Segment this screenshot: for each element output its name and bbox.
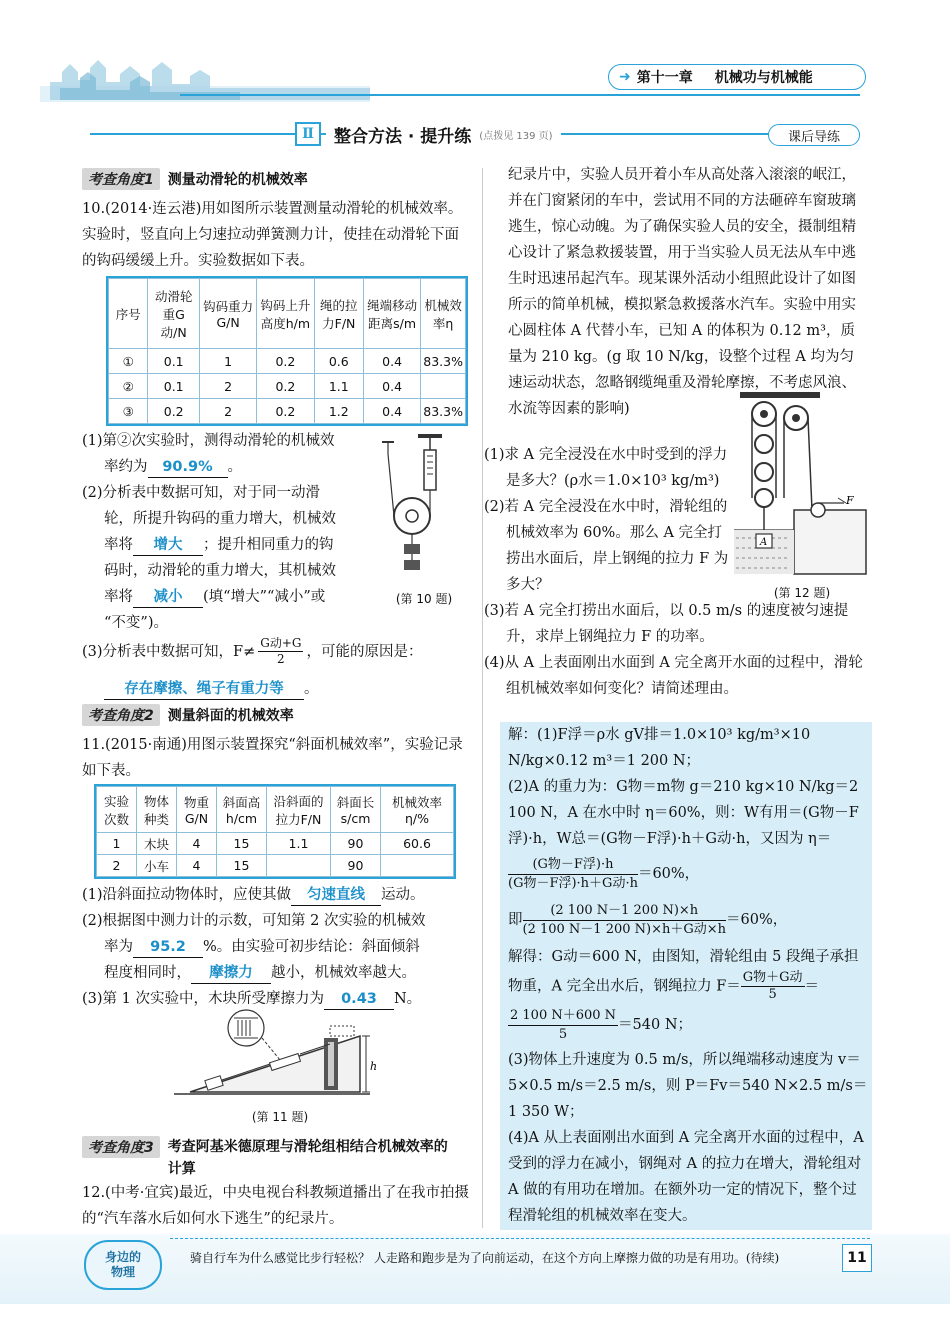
q11-2-line-a: (2)根据图中测力计的示数，可知第 2 次实验的机械效 — [82, 913, 426, 929]
solution-step-4: (3)物体上升速度为 0.5 m/s，所以绳端移动速度为 v＝5×0.5 m/s＝2.5 m/s，则 P＝Fv＝540 N×2.5 m/s＝1 350 W； — [508, 1052, 868, 1120]
q11-2-text: 率为 — [104, 939, 133, 955]
table-header-cell: 机械效率η — [421, 279, 466, 349]
table-cell: 60.6 — [381, 833, 454, 855]
q11-2-text: 程度相同时， — [104, 965, 191, 981]
q10-2-line-e: 码时，动滑轮的重力增大，其机械效 — [104, 563, 336, 579]
fraction-denominator: 2 — [277, 652, 285, 666]
table-cell — [267, 855, 331, 877]
table-cell: ③ — [109, 399, 148, 424]
q10-1-line-a: (1)第②次实验时，测得动滑轮的机械效 — [82, 433, 335, 449]
q11-2-text: 越小，机械效率越大。 — [271, 965, 416, 981]
table-cell: 0.1 — [148, 349, 200, 374]
q10-3-answer-line: 存在摩擦、绳子有重力等 。 — [104, 676, 444, 702]
chapter-title: 机械功与机械能 — [714, 70, 813, 86]
q11-2-line-b — [82, 934, 472, 960]
table-header-cell: 钩码上升高度h/m — [257, 279, 314, 349]
table-header-cell: 绳端移动距离s/m — [363, 279, 420, 349]
angle1-heading — [82, 168, 308, 190]
table-cell: 15 — [217, 855, 267, 877]
table-cell: ① — [109, 349, 148, 374]
q11-1-text: (1)沿斜面拉动物体时，应使其做 — [82, 887, 292, 903]
table-cell: 90 — [331, 833, 381, 855]
figure-11 — [170, 1008, 390, 1118]
q11-2-answer-2: 摩擦力 — [191, 963, 271, 984]
table-row — [97, 855, 454, 877]
table-cell: 0.4 — [363, 374, 420, 399]
footer-rule — [170, 1238, 870, 1239]
table-cell: 0.4 — [363, 399, 420, 424]
column-divider — [482, 168, 483, 1228]
fraction-numerator: G动+G — [260, 636, 302, 650]
q11-1 — [82, 882, 472, 908]
solution-formula-4 — [508, 1003, 868, 1047]
table-cell: 0.2 — [257, 399, 314, 424]
section-mark: Ⅱ — [302, 126, 314, 142]
chapter-number: 第十一章 — [636, 70, 693, 86]
section-banner — [90, 122, 860, 146]
q10-3 — [82, 636, 472, 667]
table-cell: ② — [109, 374, 148, 399]
table-header-cell: 动滑轮重G动/N — [148, 279, 200, 349]
solution-content — [508, 722, 868, 1229]
q10-table — [108, 278, 466, 424]
figure-10 — [380, 430, 470, 580]
table-header-row — [109, 279, 466, 349]
q10-2-answer-1: 增大 — [133, 535, 203, 556]
formula-tail: ＝60%， — [726, 912, 788, 928]
solution-step-5: (4)A 从上表面刚出水面到 A 完全离开水面的过程中，A 受到的浮力在减小，钢绳对 A 的拉力在增大，滑轮组对 A 做的有用功在增加。在额外功一定的情况下，整个过程滑轮组的机械效率在变大。 — [508, 1130, 864, 1224]
table-header-cell: 实验次数 — [97, 787, 137, 833]
q10-2-line-c — [82, 532, 372, 558]
section-ref: (点拨见 139 页) — [479, 130, 553, 142]
q10-2-line-a: (2)分析表中数据可知，对于同一动滑 — [82, 485, 321, 501]
table-cell: 0.2 — [148, 399, 200, 424]
q12-intro: 12.(中考·宜宾)最近，中央电视台科教频道播出了在我市拍摄的“汽车落水后如何水下逃生”的纪录片。 — [82, 1185, 469, 1227]
table-cell: 2 — [199, 399, 256, 424]
table-header-cell: 机械效率η/% — [381, 787, 454, 833]
q10-2-line-f — [82, 584, 372, 610]
q11-3-text: (3)第 1 次实验中，木块所受摩擦力为 — [82, 991, 324, 1007]
q10-table-box — [106, 276, 468, 426]
solution-formula-1 — [508, 852, 868, 896]
solution-step-3 — [508, 944, 868, 1003]
table-header-cell: 钩码重力G/N — [199, 279, 256, 349]
q10-3-fraction — [258, 636, 303, 667]
table-cell: 2 — [199, 374, 256, 399]
q10-2-text: (填“增大”“减小”或 — [203, 589, 326, 605]
page-number: 11 — [847, 1250, 867, 1266]
formula-tail: ＝540 N； — [618, 1017, 693, 1033]
q12-paragraph: 纪录片中，实验人员开着小车从高处落入滚滚的岷江，并在门窗紧闭的车中，尝试用不同的方法砸碎车窗玻璃逃生，惊心动魄。为了确保实验人员的安全，摄制组精心设计了紧急救援装置，用于当实验人员无法从车中逃生时迅速吊起汽车。现某课外活动小组照此设计了如图所示的简单机械，模拟紧急救援落水汽车。实验中用实心圆柱体 A 代替小车，已知 A 的体积为 0.12 m³，质量为 210 kg。(g 取 10 N/kg，设整个过程 A 均为匀速运动状态，忽略钢缆绳重及滑轮摩擦，不考虑风浪、水流等因素的影响) — [508, 167, 856, 417]
formula-prefix: 即 — [508, 912, 523, 928]
badge-label: 课后导练 — [787, 129, 840, 145]
angle2-title: 测量斜面的机械效率 — [167, 708, 294, 724]
q11-subquestions — [82, 882, 472, 1012]
angle3-tag: 考查角度3 — [82, 1136, 160, 1158]
angle3-title: 考查阿基米德原理与滑轮组相结合机械效率的计算 — [167, 1139, 448, 1177]
q10-2-line-h: “不变”)。 — [104, 615, 168, 631]
table-header-cell: 斜面长s/cm — [331, 787, 381, 833]
table-cell: 0.2 — [257, 349, 314, 374]
table-header-cell: 斜面高h/cm — [217, 787, 267, 833]
q11-2-text: %。由实验可初步结论：斜面倾斜 — [203, 939, 420, 955]
fraction-numerator: 2 100 N＋600 N — [508, 1007, 618, 1026]
footer-text: 骑自行车为什么感觉比步行轻松？ 人走路和跑步是为了向前运动，在这个方向上摩擦力做的功是有用功。(待续) — [190, 1251, 780, 1265]
table-row — [97, 833, 454, 855]
figure-10-caption: (第 10 题) — [395, 592, 453, 606]
table-cell: 1.1 — [314, 374, 363, 399]
table-header-cell: 绳的拉力F/N — [314, 279, 363, 349]
table-row — [109, 374, 466, 399]
table-row — [109, 399, 466, 424]
q11-3-answer: 0.43 — [324, 989, 394, 1010]
q12-3: (3)若 A 完全打捞出水面后，以 0.5 m/s 的速度被匀速提升，求岸上钢绳拉力 F 的功率。 — [484, 603, 849, 645]
q11-3-text: N。 — [393, 991, 422, 1007]
table-cell: 0.4 — [363, 349, 420, 374]
table-cell: 1 — [97, 833, 137, 855]
fraction-denominator: (G物－F浮)·h＋G动·h — [508, 875, 638, 891]
solution-text: 解得：G动＝600 N，由图知，滑轮组由 5 段绳子承担物重，A 完全出水后，钢绳拉力 F＝ — [508, 949, 859, 995]
table-cell — [381, 855, 454, 877]
q12-2: (2)若 A 完全浸没在水中时，滑轮组的机械效率为 60%。那么 A 完全打捞出水面后，岸上钢绳的拉力 F 为多大？ — [484, 499, 729, 593]
logo-line-2: 物理 — [110, 1265, 135, 1279]
figure-12-caption: (第 12 题) — [773, 586, 831, 600]
figure-12-F-label: F — [846, 494, 854, 507]
formula-tail: ＝ — [804, 978, 820, 995]
table-cell: 0.6 — [314, 349, 363, 374]
q10-2-text: 率将 — [104, 589, 133, 605]
table-cell: 15 — [217, 833, 267, 855]
fraction-denominator: (2 100 N－1 200 N)×h＋G动×h — [522, 921, 727, 937]
q10-1-text: 率约为 — [104, 459, 148, 475]
table-cell: 0.2 — [257, 374, 314, 399]
q11-intro: 11.(2015·南通)用图示装置探究“斜面机械效率”，实验记录如下表。 — [82, 737, 463, 779]
q11-1-text: 运动。 — [381, 887, 425, 903]
angle3-heading — [82, 1136, 458, 1180]
q10-3-text: (3)分析表中数据可知，F≠ — [82, 643, 256, 660]
table-header-row — [97, 787, 454, 833]
table-cell: 83.3% — [421, 349, 466, 374]
q10-1-line-b: 率约为 90.9% 。 — [82, 454, 372, 480]
q10-1-answer: 90.9% — [148, 457, 228, 478]
table-cell: 4 — [177, 833, 217, 855]
q12-1: (1)求 A 完全浸没在水中时受到的浮力是多大？(ρ水＝1.0×10³ kg/m³) — [484, 447, 728, 489]
q10-subquestions — [82, 428, 372, 636]
q10-2-line-b: 轮，所提升钩码的重力增大，机械效 — [104, 511, 336, 527]
table-cell — [421, 374, 466, 399]
angle2-tag: 考查角度2 — [82, 704, 160, 726]
q10-intro: 10.(2014·连云港)用如图所示装置测量动滑轮的机械效率。实验时，竖直向上匀速拉动弹簧测力计，使挂在动滑轮下面的钩码缓缓上升。实验数据如下表。 — [82, 201, 463, 269]
table-cell: 1.2 — [314, 399, 363, 424]
figure-12-A-label: A — [760, 537, 768, 548]
table-cell: 83.3% — [421, 399, 466, 424]
header-skyline — [40, 42, 370, 102]
table-cell: 木块 — [137, 833, 177, 855]
angle2-heading — [82, 704, 294, 726]
table-cell: 1.1 — [267, 833, 331, 855]
figure-11-h-label: h — [370, 1060, 378, 1073]
table-cell: 0.1 — [148, 374, 200, 399]
figure-11-caption: (第 11 题) — [251, 1110, 309, 1124]
fraction-numerator: (2 100 N－1 200 N)×h — [523, 902, 727, 921]
solution-step-1: 解：(1)F浮＝ρ水 gV排＝1.0×10³ kg/m³×10 N/kg×0.12 m³＝1 200 N； — [508, 727, 811, 769]
table-cell: 2 — [97, 855, 137, 877]
q11-table — [96, 786, 454, 877]
table-cell: 90 — [331, 855, 381, 877]
q11-2-answer-1: 95.2 — [133, 937, 203, 958]
q10-3-answer: 存在摩擦、绳子有重力等 — [104, 679, 304, 700]
q10-2-text: 率将 — [104, 537, 133, 553]
q11-1-answer: 匀速直线 — [291, 885, 381, 906]
q11-2-line-d — [82, 960, 472, 986]
q10-2-text: ；提升相同重力的钩 — [203, 537, 334, 553]
q12-4: (4)从 A 上表面刚出水面到 A 完全离开水面的过程中，滑轮组机械效率如何变化？请简述理由。 — [484, 655, 863, 697]
page-number-box — [842, 1244, 872, 1272]
table-header-cell: 物重G/N — [177, 787, 217, 833]
table-cell: 4 — [177, 855, 217, 877]
table-cell: 小车 — [137, 855, 177, 877]
table-header-cell: 序号 — [109, 279, 148, 349]
solution-step-2: (2)A 的重力为：G物＝m物 g＝210 kg×10 N/kg＝2 100 N，A 在水中时 η＝60%，则：W有用＝(G物－F浮)·h，W总＝(G物－F浮)·h＋G动·h，又因为 η＝ — [508, 779, 859, 847]
solution-formula-2 — [508, 896, 868, 944]
fraction-denominator: 5 — [768, 987, 777, 1002]
table-cell: 1 — [199, 349, 256, 374]
table-row — [109, 349, 466, 374]
angle1-title: 测量动滑轮的机械效率 — [167, 172, 308, 188]
q11-table-box — [94, 784, 456, 879]
afterclass-badge — [768, 124, 860, 146]
footer-logo — [84, 1240, 162, 1290]
fraction-numerator: G物＋G动 — [742, 970, 803, 985]
section-mark-box — [295, 122, 321, 146]
angle1-tag: 考查角度1 — [82, 168, 160, 190]
arrow-icon: ➜ — [619, 69, 631, 85]
q10-2-answer-2: 减小 — [133, 587, 203, 608]
fraction-numerator: (G物－F浮)·h — [508, 856, 638, 875]
header-rule — [180, 94, 860, 96]
formula-tail: ＝60%， — [637, 866, 700, 882]
logo-line-1: 身边的 — [104, 1250, 141, 1264]
table-header-cell: 物体种类 — [137, 787, 177, 833]
section-title: 整合方法 · 提升练 — [334, 126, 472, 147]
table-header-cell: 沿斜面的拉力F/N — [267, 787, 331, 833]
q10-3-text: ，可能的原因是： — [306, 643, 423, 660]
chapter-tab — [608, 64, 866, 90]
figure-12 — [734, 392, 874, 578]
fraction-denominator: 5 — [558, 1026, 568, 1042]
